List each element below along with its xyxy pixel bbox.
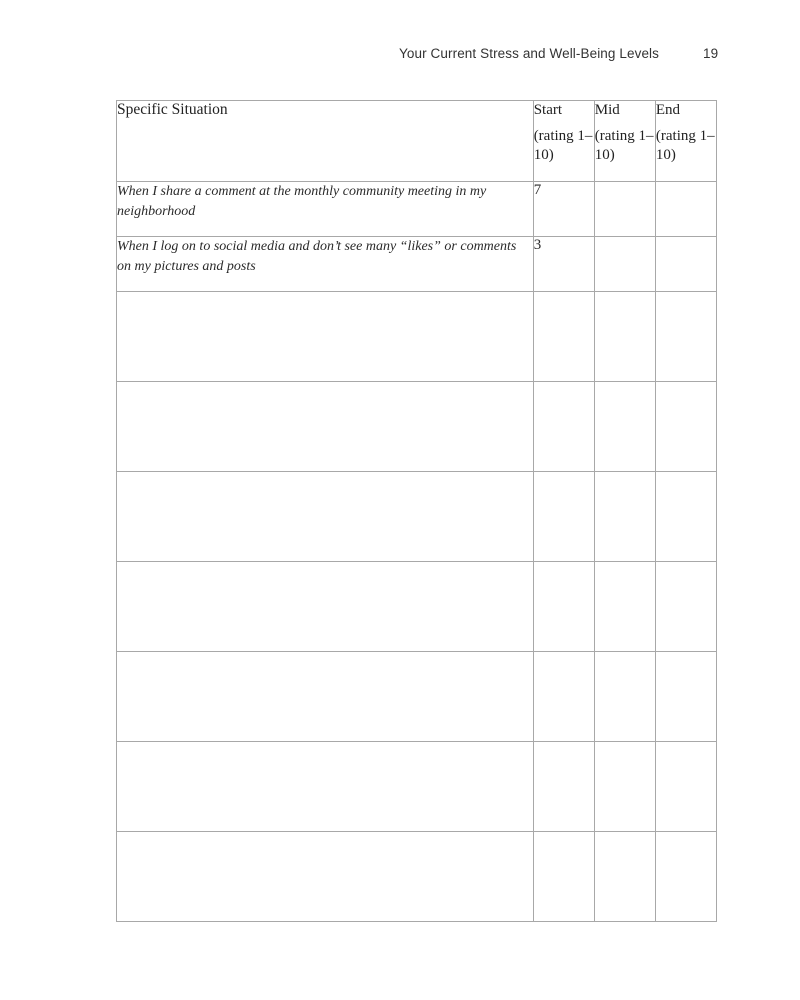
mid-rating-cell[interactable]: [594, 562, 655, 652]
mid-rating-cell[interactable]: [594, 237, 655, 292]
mid-rating-cell[interactable]: [594, 742, 655, 832]
header-specific-situation: Specific Situation: [117, 101, 534, 182]
start-rating-cell[interactable]: [533, 832, 594, 922]
end-rating-cell[interactable]: [655, 182, 716, 237]
header-end-label: End: [655, 102, 681, 118]
situation-cell[interactable]: When I log on to social media and don’t see many “likes” or comments on my pictures and posts: [117, 237, 534, 292]
start-rating-cell[interactable]: [533, 652, 594, 742]
header-mid-label: Mid: [594, 102, 620, 118]
situation-cell[interactable]: [117, 292, 534, 382]
start-rating-cell[interactable]: [533, 472, 594, 562]
mid-rating-cell[interactable]: [594, 472, 655, 562]
header-mid: [594, 101, 655, 182]
start-rating-cell[interactable]: 3: [533, 237, 594, 292]
situation-cell[interactable]: [117, 562, 534, 652]
end-rating-cell[interactable]: [655, 652, 716, 742]
table-row: [117, 292, 717, 382]
mid-rating-cell[interactable]: [594, 652, 655, 742]
start-rating-cell[interactable]: 7: [533, 182, 594, 237]
page-number: 19: [703, 46, 719, 61]
table-row: [117, 652, 717, 742]
table-row: [117, 182, 717, 237]
situation-cell[interactable]: [117, 832, 534, 922]
end-rating-cell[interactable]: [655, 292, 716, 382]
end-rating-cell[interactable]: [655, 382, 716, 472]
end-rating-cell[interactable]: [655, 562, 716, 652]
end-rating-cell[interactable]: [655, 742, 716, 832]
end-rating-cell[interactable]: [655, 472, 716, 562]
table-row: [117, 742, 717, 832]
header-end: [655, 101, 716, 182]
table-header-row: [117, 101, 717, 182]
situation-cell[interactable]: [117, 472, 534, 562]
start-rating-cell[interactable]: [533, 562, 594, 652]
table-row: [117, 472, 717, 562]
start-rating-cell[interactable]: [533, 742, 594, 832]
table-row: [117, 382, 717, 472]
header-end-sub: (rating 1–10): [655, 128, 715, 163]
start-rating-cell[interactable]: [533, 292, 594, 382]
table-row: [117, 832, 717, 922]
start-rating-cell[interactable]: [533, 382, 594, 472]
running-head-title: Your Current Stress and Well-Being Levels: [399, 46, 659, 61]
header-mid-sub: (rating 1–10): [594, 128, 654, 163]
situation-cell[interactable]: [117, 652, 534, 742]
running-head: [0, 46, 717, 61]
situation-cell[interactable]: [117, 742, 534, 832]
mid-rating-cell[interactable]: [594, 382, 655, 472]
situation-rating-table: [116, 100, 717, 922]
situation-cell[interactable]: [117, 382, 534, 472]
header-start-sub: (rating 1–10): [533, 128, 593, 163]
header-start: [533, 101, 594, 182]
mid-rating-cell[interactable]: [594, 832, 655, 922]
end-rating-cell[interactable]: [655, 832, 716, 922]
end-rating-cell[interactable]: [655, 237, 716, 292]
table-row: [117, 562, 717, 652]
header-start-label: Start: [533, 102, 563, 118]
table-row: [117, 237, 717, 292]
mid-rating-cell[interactable]: [594, 182, 655, 237]
situation-cell[interactable]: When I share a comment at the monthly community meeting in my neighborhood: [117, 182, 534, 237]
mid-rating-cell[interactable]: [594, 292, 655, 382]
